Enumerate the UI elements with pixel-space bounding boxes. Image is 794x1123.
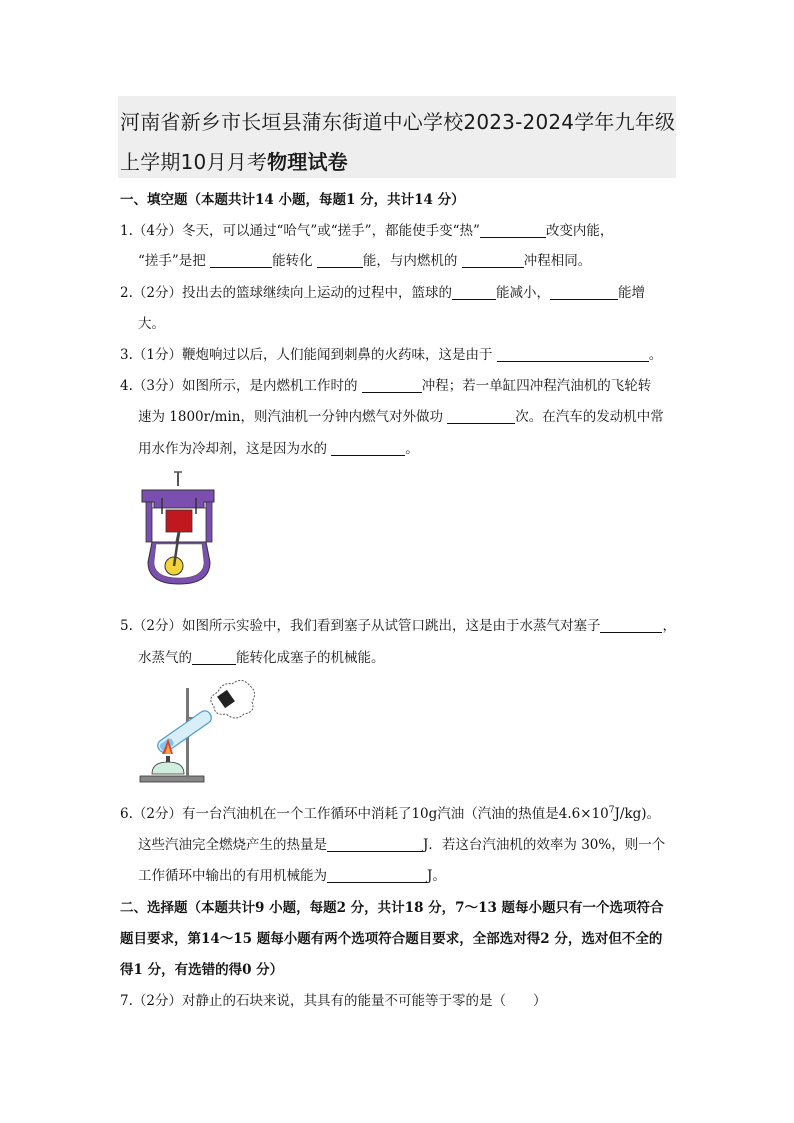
question-2-line1: [120, 281, 645, 301]
q6-exponent: 7: [608, 805, 615, 816]
q6-text-c: 这些汽油完全燃烧产生的热量是: [138, 837, 327, 853]
section2-heading-line1: 二、选择题（本题共计9 小题，每题2 分，共计18 分，7～13 题每小题只有一个选项符合: [120, 900, 664, 916]
q5-blank-1[interactable]: [600, 618, 662, 633]
q3-blank-1[interactable]: [497, 347, 649, 362]
q5-text-a: 5.（2分）如图所示实验中，我们看到塞子从试管口跳出，这是由于水蒸气对塞子: [120, 618, 601, 634]
q1-blank-3[interactable]: [317, 253, 363, 268]
q6-text-d: J．若这台汽油机的效率为 30%，则一个: [423, 837, 666, 853]
q1-blank-2[interactable]: [210, 253, 272, 268]
question-1-line2: [138, 249, 591, 269]
exam-title-line2: [120, 146, 348, 175]
question-4-line2: [138, 405, 664, 425]
exam-title-line1: 河南省新乡市长垣县蒲东街道中心学校2023-2024学年九年级: [120, 110, 676, 134]
engine-cylinder-diagram: [138, 470, 220, 590]
q1-text-c: “搓手”是把: [138, 253, 206, 269]
q4-blank-2[interactable]: [447, 409, 515, 424]
q4-blank-1[interactable]: [362, 378, 422, 393]
q5-text-b: ，: [662, 618, 676, 634]
q4-text-e: 用水作为冷却剂，这是因为水的: [138, 441, 327, 457]
q4-text-d: 次。在汽车的发动机中常: [515, 409, 664, 425]
test-tube-steam-experiment: [138, 678, 256, 784]
q4-blank-3[interactable]: [331, 441, 405, 456]
question-5-line2: [138, 646, 385, 666]
section1-heading: 一、填空题（本题共计14 小题，每题1 分，共计14 分）: [120, 192, 465, 208]
q4-text-b: 冲程；若一单缸四冲程汽油机的飞轮转: [421, 378, 652, 394]
section2-heading-line2: 题目要求，第14～15 题每小题有两个选项符合题目要求，全部选对得2 分，选对但不全的: [120, 931, 663, 947]
section2-heading-line3: 得1 分，有选错的得0 分）: [120, 962, 284, 978]
question-1-line1: [120, 219, 613, 239]
q6-blank-2[interactable]: [327, 868, 427, 883]
q2-text-c: 能增: [617, 285, 645, 301]
q5-text-d: 能转化成塞子的机械能。: [236, 650, 385, 666]
q6-text-e: 工作循环中输出的有用机械能为: [138, 868, 327, 884]
question-6-line3: [138, 864, 446, 884]
question-4-line3: [138, 437, 419, 457]
q1-blank-4[interactable]: [462, 253, 524, 268]
q3-text-a: 3.（1分）鞭炮响过以后，人们能闻到刺鼻的火药味，这是由于: [120, 347, 493, 363]
q5-blank-2[interactable]: [192, 650, 236, 665]
q1-text-d: 能转化: [272, 253, 313, 269]
question-4-line1: [120, 374, 651, 394]
q2-text-b: 能减小，: [495, 285, 550, 301]
q3-text-b: 。: [648, 347, 663, 363]
q1-blank-1[interactable]: [480, 223, 546, 238]
q2-blank-1[interactable]: [452, 285, 496, 300]
question-3-line1: [120, 343, 662, 363]
q2-blank-2[interactable]: [550, 285, 618, 300]
question-2-line2: 大。: [138, 316, 165, 332]
exam-title-subject: 物理试卷: [267, 150, 348, 174]
q4-text-a: 4.（3分）如图所示，是内燃机工作时的: [120, 378, 358, 394]
q1-text-e: 能，与内燃机的: [362, 253, 458, 269]
q6-blank-1[interactable]: [327, 837, 423, 852]
question-6-line2: [138, 833, 665, 853]
q4-text-c: 速为 1800r/min，则汽油机一分钟内燃气对外做功: [138, 409, 443, 425]
q5-text-c: 水蒸气的: [138, 650, 192, 666]
question-6-line1: [120, 802, 660, 822]
q1-text-a: 1.（4分）冬天，可以通过“哈气”或“搓手”，都能使手变“热”: [120, 223, 480, 239]
question-5-line1: [120, 614, 676, 634]
q6-text-a: 6.（2分）有一台汽油机在一个工作循环中消耗了10g汽油（汽油的热值是4.6×10: [120, 806, 609, 822]
q2-text-a: 2.（2分）投出去的篮球继续向上运动的过程中，篮球的: [120, 285, 452, 301]
q6-text-b: J/kg)。: [614, 806, 661, 822]
exam-title-prefix: 上学期10月月考: [120, 150, 268, 174]
q4-text-f: 。: [405, 441, 419, 457]
question-7-line1: 7.（2分）对静止的石块来说，其具有的能量不可能等于零的是（ ）: [120, 993, 547, 1009]
q1-text-f: 冲程相同。: [523, 253, 592, 269]
q1-text-b: 改变内能，: [545, 223, 614, 239]
q6-text-f: J。: [427, 868, 446, 884]
